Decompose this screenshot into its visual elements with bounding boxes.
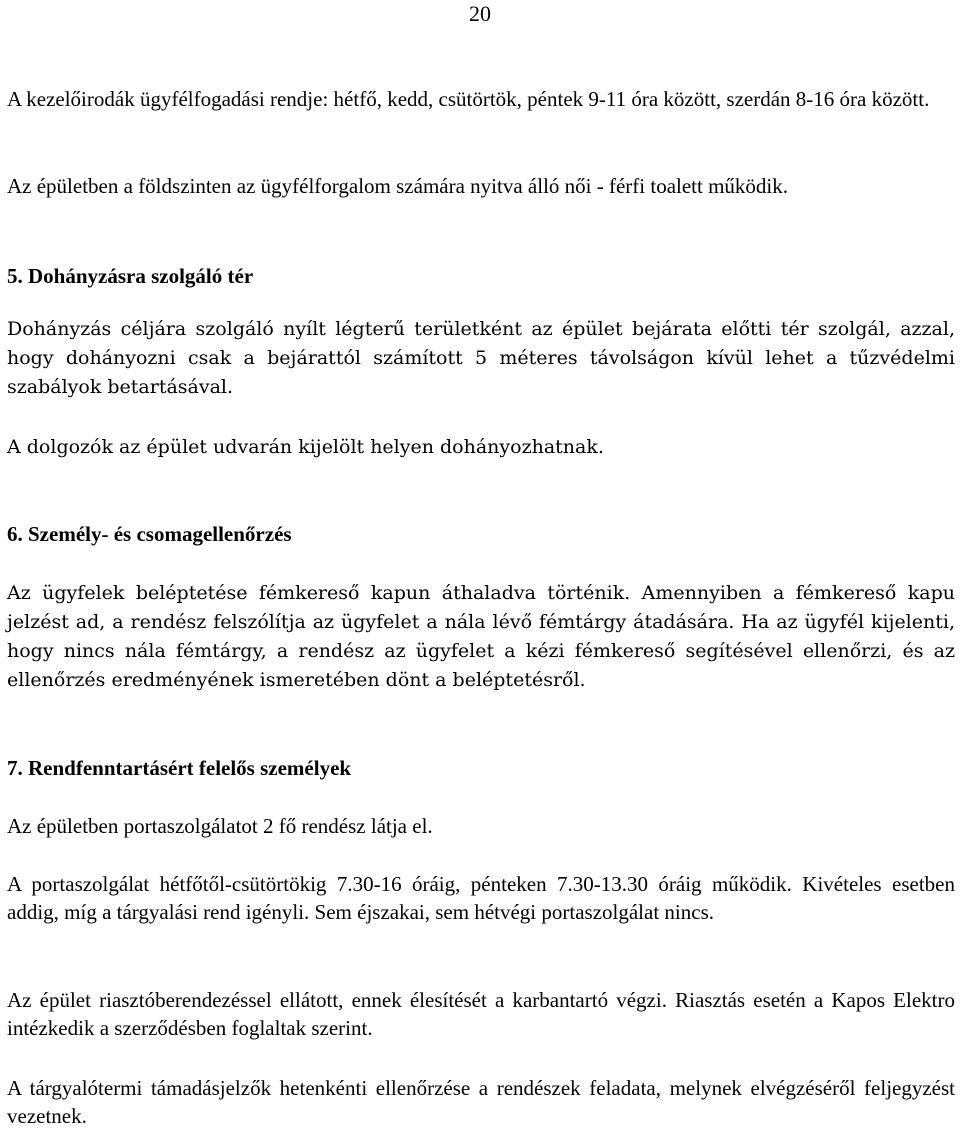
section-5-smoking-area-paragraph: Dohányzás céljára szolgáló nyílt légterű területként az épület bejárata előtti tér szolgál, azzal, hogy dohányozni csak a bejárattól számított 5 méteres távolságon kívül lehet a tűzvédelmi szabályok betartásával.: [7, 318, 955, 398]
page-number: 20: [469, 1, 491, 26]
section-7-staff-paragraph: Az épületben portaszolgálatot 2 fő rendész látja el.: [7, 814, 433, 838]
section-5-heading: 5. Dohányzásra szolgáló tér: [7, 264, 254, 288]
section-5-staff-smoking-paragraph: A dolgozók az épület udvarán kijelölt helyen dohányozhatnak.: [7, 436, 604, 458]
section-7-alarm-paragraph: Az épület riasztóberendezéssel ellátott, ennek élesítését a karbantartó végzi. Riasztás esetén a Kapos Elektro intézkedik a szerződésben foglaltak szerint.: [7, 988, 955, 1040]
section-7-panic-button-paragraph: A tárgyalótermi támadásjelzők hetenkénti ellenőrzése a rendészek feladata, melynek elvégzéséről feljegyzést vezetnek.: [7, 1076, 955, 1128]
section-6-security-check-paragraph: Az ügyfelek beléptetése fémkereső kapun áthaladva történik. Amennyiben a fémkereső kapu jelzést ad, a rendész felszólítja az ügyfelet a nála lévő fémtárgy átadására. Ha az ügyfél kijelenti, hogy nincs nála fémtárgy, a rendész az ügyfelet a kézi fémkereső segítésével ellenőrzi, és az ellenőrzés eredményének ismeretében dönt a beléptetésről.: [7, 582, 955, 691]
section-6-heading: 6. Személy- és csomagellenőrzés: [7, 522, 292, 546]
office-hours-paragraph: A kezelőirodák ügyfélfogadási rendje: hétfő, kedd, csütörtök, péntek 9-11 óra között, szerdán 8-16 óra között.: [7, 87, 930, 111]
section-7-heading: 7. Rendfenntartásért felelős személyek: [7, 756, 352, 780]
section-7-reception-hours-paragraph: A portaszolgálat hétfőtől-csütörtökig 7.30-16 óráig, pénteken 7.30-13.30 óráig működik. Kivételes esetben addig, míg a tárgyalási rend igényli. Sem éjszakai, sem hétvégi portaszolgálat nincs.: [7, 872, 955, 924]
toilet-paragraph: Az épületben a földszinten az ügyfélforgalom számára nyitva álló női - férfi toalett működik.: [7, 174, 789, 198]
